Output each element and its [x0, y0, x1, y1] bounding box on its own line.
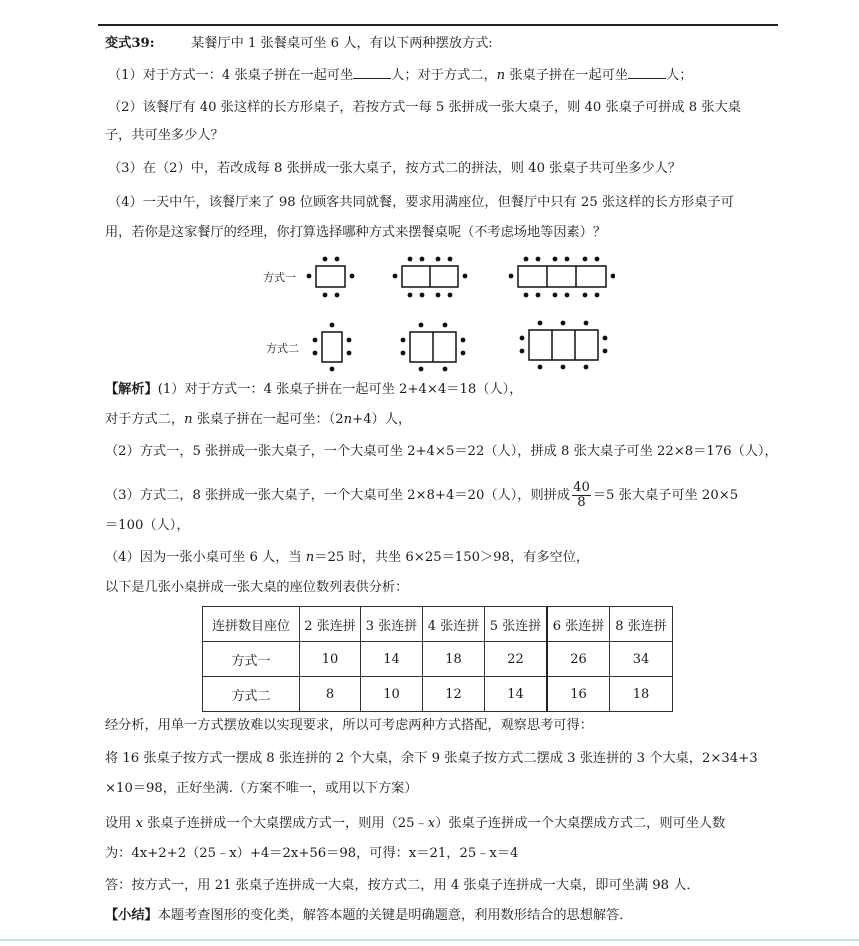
analysis-text-4a: （3）方式二，8 张拼成一张大桌子，一个大桌可坐 2×8+4＝20（人），则拼成: [105, 488, 571, 503]
table-header-cell: 3 张连拼: [361, 607, 423, 642]
table-cell: 14: [485, 677, 548, 712]
table-cell: 10: [300, 642, 361, 677]
table-cell: 14: [361, 642, 423, 677]
question-2-line-2: 子，共可坐多少人？: [105, 128, 224, 143]
variant-intro: 某餐厅中 1 张餐桌可坐 6 人，有以下两种摆放方式:: [191, 36, 493, 51]
after-variable-x-2: x: [427, 816, 436, 831]
analysis-line-1: [105, 381, 522, 399]
analysis-variable-n-2: n: [343, 412, 353, 427]
q1-text-d: 人；: [666, 68, 693, 83]
question-4-line-2: 用，若你是这家餐厅的经理，你打算选择哪种方式来摆餐桌呢（不考虑场地等因素）？: [105, 225, 607, 240]
analysis-line-4: [105, 481, 738, 510]
table-header-row: [203, 607, 673, 642]
analysis-text-6a: （4）因为一张小桌可坐 6 人，当: [105, 550, 306, 565]
analysis-variable-n: n: [184, 412, 193, 427]
analysis-line-7: 以下是几张小桌拼成一张大桌的座位数列表供分析：: [105, 580, 409, 595]
question-1: [108, 66, 692, 85]
analysis-text-6b: ＝25 时，共坐 6×25＝150＞98，有多空位，: [314, 550, 590, 565]
analysis-text-1: (1）对于方式一：4 张桌子拼在一起可坐 2+4×4＝18（人），: [157, 382, 523, 397]
table-cell: 10: [361, 677, 423, 712]
method2-three-tables: [529, 330, 598, 360]
question-3: （3）在（2）中，若改成每 8 张拼成一张大桌子，按方式二的拼法，则 40 张桌子共可坐多少人？: [108, 161, 682, 176]
table-cell: 26: [547, 642, 610, 677]
table-row: [203, 677, 673, 712]
after-line-6: 答：按方式一，用 21 张桌子连拼成一大桌，按方式二，用 4 张桌子连拼成一大桌，即可坐满 98 人．: [105, 878, 700, 893]
q1-text-a: （1）对于方式一：4 张桌子拼在一起可坐: [108, 68, 354, 83]
after-line-1: 经分析，用单一方式摆放难以实现要求，所以可考虑两种方式搭配，观察思考可得：: [105, 718, 593, 733]
after-line-5: 为：4x+2+2（25﹣x）+4＝2x+56＝98，可得：x＝21，25﹣x＝4: [105, 846, 519, 861]
table-cell: 16: [547, 677, 610, 712]
table-header-cell: 连拼数目座位: [203, 607, 300, 642]
analysis-line-5: ＝100（人），: [105, 518, 190, 533]
analysis-variable-n-3: n: [305, 550, 315, 565]
after-line-3: ×10＝98，正好坐满.（方案不唯一，或用以下方案）: [105, 781, 418, 796]
q1-variable-n: n: [496, 68, 506, 83]
after-text-4a: 设用: [105, 816, 136, 831]
table-header-cell: 5 张连拼: [485, 607, 548, 642]
table-header-cell: 2 张连拼: [300, 607, 361, 642]
seat-dots: [307, 257, 615, 372]
variant-header: [105, 35, 493, 53]
summary-line: [105, 907, 633, 925]
arrangement-diagram: [255, 252, 615, 374]
table-header-cell: 4 张连拼: [423, 607, 485, 642]
table-header-cell: 6 张连拼: [547, 607, 610, 642]
q1-blank-1: [353, 66, 391, 79]
analysis-line-3: （2）方式一，5 张拼成一张大桌子，一个大桌可坐 2+4×5＝22（人），拼成 8 张大桌子可坐 22×8＝176（人），: [105, 444, 778, 459]
fraction-40-over-8: [572, 481, 591, 510]
table-cell: 22: [485, 642, 548, 677]
table-cell: 18: [610, 677, 673, 712]
method1-one-table: [316, 266, 345, 287]
q1-blank-2: [628, 66, 666, 79]
after-line-4: [105, 815, 725, 833]
after-text-4c: ）张桌子连拼成一个大桌摆成方式二，则可坐人数: [435, 816, 726, 831]
analysis-text-2a: 对于方式二，: [105, 412, 185, 427]
after-line-2: 将 16 张桌子按方式一摆成 8 张连拼的 2 个大桌，余下 9 张桌子按方式二摆成 3 张连拼的 3 个大桌，2×34+3: [105, 751, 758, 766]
analysis-line-6: [105, 549, 589, 567]
bottom-rule: [0, 939, 859, 941]
fraction-denominator: 8: [577, 495, 586, 510]
q1-text-c: 张桌子拼在一起可坐: [505, 68, 629, 83]
summary-tag: 【小结】: [105, 908, 158, 923]
analysis-text-2b: 张桌子拼在一起可坐：（2: [192, 412, 344, 427]
top-rule: [98, 24, 778, 26]
after-variable-x: x: [135, 816, 144, 831]
question-4-line-1: （4）一天中午，该餐厅来了 98 位顾客共同就餐，要求用满座位，但餐厅中只有 25 张这样的长方形桌子可: [108, 195, 734, 210]
analysis-text-2c: +4）人，: [352, 412, 412, 427]
analysis-text-4b: ＝5 张大桌子可坐 20×5: [592, 488, 739, 503]
table-cell: 方式二: [203, 677, 300, 712]
table-row: [203, 642, 673, 677]
table-cell: 12: [423, 677, 485, 712]
method2-one-table: [322, 332, 342, 362]
variant-title: 变式39:: [105, 36, 155, 51]
figure-label-method1: 方式一: [263, 271, 296, 284]
table-arrangement-figure: [255, 252, 615, 374]
q1-text-b: 人；对于方式二，: [391, 68, 497, 83]
analysis-tag: 【解析】: [105, 382, 158, 397]
method1-three-tables: [518, 266, 606, 287]
question-2-line-1: （2）该餐厅有 40 张这样的长方形桌子，若按方式一每 5 张拼成一张大桌子，则 40 张桌子可拼成 8 张大桌: [108, 100, 741, 115]
after-text-4b: 张桌子连拼成一个大桌摆成方式一，则用（25﹣: [143, 816, 428, 831]
table-header-cell: 8 张连拼: [610, 607, 673, 642]
table-cell: 34: [610, 642, 673, 677]
seat-count-table: [202, 606, 673, 712]
summary-text: 本题考查图形的变化类，解答本题的关键是明确题意，利用数形结合的思想解答．: [157, 908, 633, 923]
table-cell: 18: [423, 642, 485, 677]
fraction-numerator: 40: [573, 480, 590, 495]
table-cell: 8: [300, 677, 361, 712]
figure-label-method2: 方式二: [266, 342, 299, 355]
analysis-line-2: [105, 411, 411, 429]
table-cell: 方式一: [203, 642, 300, 677]
